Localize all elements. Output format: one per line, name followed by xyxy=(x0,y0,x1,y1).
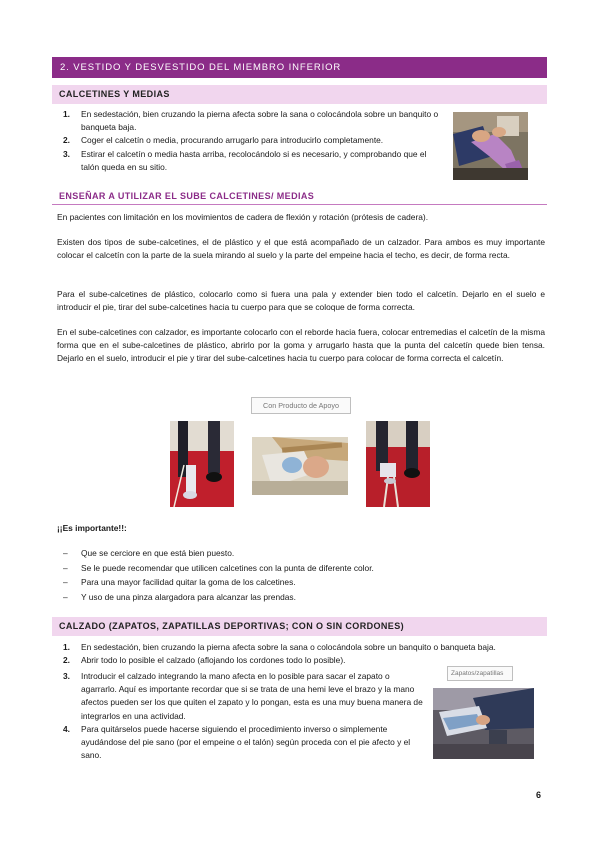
list-item: 3. Introducir el calzado integrando la mano afecta en lo posible para sacar el zapato o agarrarlo. Aquí es importante recordar que si se trata de una hemi leve el brazo y la mano afectos pueden ser los que quiten el zapato y lo pongan, esta es una muy buena manera de integrarlos en una actividad. xyxy=(63,671,423,721)
list-item: 4. Para quitárselos puede hacerse siguiendo el procedimiento inverso o simplemente ayudándose del pie sano (por el empeine o el talón) según proceda con el pie afecto y el sano. xyxy=(63,723,411,761)
sock-aid-photo-1 xyxy=(170,421,234,507)
subecalcetines-paragraph: Existen dos tipos de sube-calcetines, el de plástico y el que está acompañado de un calzador. Para ambos es muy importante colocar el calcetín con la parte de la suela mirando al suelo y la parte del empeine hacia el techo, es decir, de forma recta. xyxy=(57,237,545,261)
support-product-caption: Con Producto de Apoyo xyxy=(251,397,351,414)
list-item: – Se le puede recomendar que utilicen calcetines con la punta de diferente color. xyxy=(63,562,374,573)
subecalcetines-paragraph: En pacientes con limitación en los movimientos de cadera de flexión y rotación (prótesis de cadera). xyxy=(57,212,429,222)
sock-putting-photo xyxy=(453,112,528,180)
calzado-steps-1 xyxy=(63,641,541,667)
list-item: – Para una mayor facilidad quitar la goma de los calcetines. xyxy=(63,577,296,588)
calzado-steps-2 xyxy=(63,670,427,762)
subecalcetines-paragraph: En el sube-calcetines con calzador, es importante colocarlo con el reborde hacia fuera, colocar entremedias el calcetín de la misma forma que en el sube-calcetines de plástico, abrirlo por la goma y arrugarlo hasta que la punta del calcetín quede bien tensa. Dejarlo en el suelo, introducir el pie y tirar del sube-calcetines hacia tu cuerpo para colocar de forma correcta el calcetín. xyxy=(57,327,545,364)
importante-list xyxy=(63,547,533,604)
subecalcetines-header: ENSEÑAR A UTILIZAR EL SUBE CALCETINES/ MEDIAS xyxy=(52,188,547,205)
sock-aid-photo-3 xyxy=(366,421,430,507)
sock-aid-photo-2 xyxy=(252,437,348,495)
list-item: – Que se cerciore en que está bien puesto. xyxy=(63,548,235,558)
shoes-caption: Zapatos/zapatillas xyxy=(447,666,513,681)
importante-title: ¡¡Es importante!!: xyxy=(57,523,127,533)
section-title: 2. VESTIDO Y DESVESTIDO DEL MIEMBRO INFERIOR xyxy=(52,57,547,78)
list-item: 3. Estirar el calcetín o media hasta arriba, recolocándolo si es necesario, y comprobando que el talón queda en su sitio. xyxy=(63,148,427,172)
shoe-putting-photo xyxy=(433,688,534,759)
list-item: 2. Abrir todo lo posible el calzado (aflojando los cordones todo lo posible). xyxy=(63,655,346,666)
list-item: 1. En sedestación, bien cruzando la pierna afecta sobre la sana o colocándola sobre un banquito o banqueta baja. xyxy=(63,109,439,133)
subecalcetines-paragraph: Para el sube-calcetines de plástico, colocarlo como si fuera una pala y extender bien todo el calcetín. Dejarlo en el suelo e introducir el pie, tirar del sube-calcetines hacia tu cuerpo para que se coloque de forma correcta. xyxy=(57,289,545,313)
calcetines-header: CALCETINES Y MEDIAS xyxy=(52,85,547,104)
calcetines-steps xyxy=(63,108,441,174)
list-item: – Y uso de una pinza alargadora para alcanzar las prendas. xyxy=(63,592,296,603)
calzado-header: CALZADO (ZAPATOS, ZAPATILLAS DEPORTIVAS; CON O SIN CORDONES) xyxy=(52,617,547,636)
list-item: 1. En sedestación, bien cruzando la pierna afecta sobre la sana o colocándola sobre un banquito o banqueta baja. xyxy=(63,642,496,652)
list-item: 2. Coger el calcetín o media, procurando arrugarlo para introducirlo completamente. xyxy=(63,135,384,146)
page-number: 6 xyxy=(536,790,542,800)
